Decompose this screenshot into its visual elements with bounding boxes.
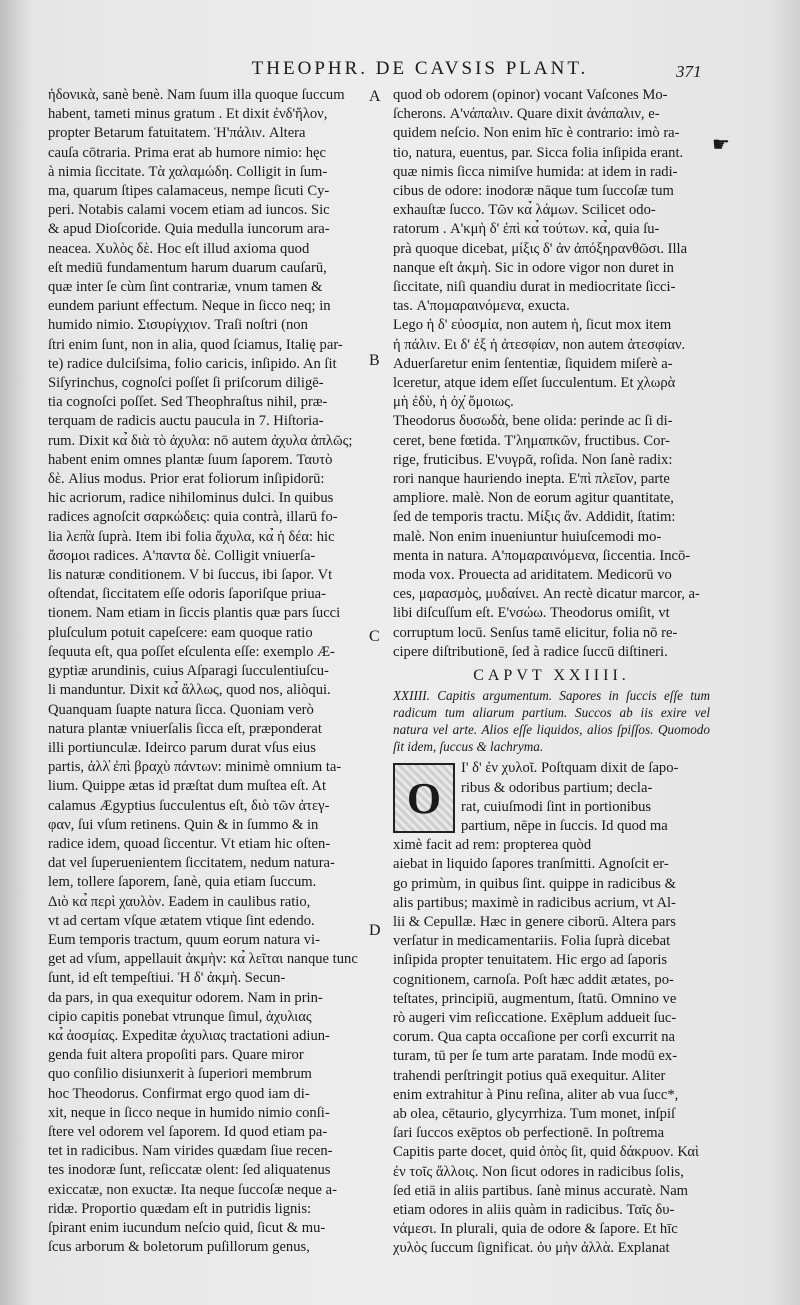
text-line: ſed etiā in aliis partibus. ſanè minus accuratè. Nam [393,1182,689,1199]
text-line: lem, tollere ſaporem, ſanè, quia etiam ſuccum. [48,874,317,891]
text-line: ridæ. Proportio quædam eſt in putridis lignis: [48,1200,312,1217]
text-line: lceretur, atque idem eſſet ſucculentum. Et χλωρὰ [393,375,676,392]
text-line: partium, nēpe in ſuccis. Id quod ma [461,817,668,834]
text-line: humido nimio. Σισυρίγχιον. Traſi noſtri (non [48,317,308,334]
text-line: ſcus arborum & boletorum puſillorum genus, [48,1239,310,1256]
text-line: radices agnoſcit σαρκώδεις: quia contrà, illarū fo- [48,509,338,526]
text-line: te) radice dulciſsima, folio caricis, inſipido. An ſit [48,355,337,372]
text-line: dat vel ſuperuenientem ſiccitatem, nedum natura- [48,855,335,872]
text-line: quæ nimis ſicca nimiſve humida: at idem in radi- [393,163,678,180]
text-line: cibus de odore: inodoræ nāque tum ſuccoſæ tum [393,183,674,200]
text-line: go primùm, in quibus ſint. quippe in radicibus & [393,875,676,892]
text-line: tes inodoræ ſunt, reſiccatæ olent: ſed aliquatenus [48,1162,331,1179]
text-line: da pars, in qua exequitur odorem. Nam in prin- [48,989,323,1006]
text-line: ribus & odoribus partium; decla- [461,779,653,796]
text-line: radice idem, quoad ſiccentur. Vt etiam hic oſten- [48,835,331,852]
text-line: tionem. Nam etiam in ſiccis plantis quæ pars ſucci [48,605,341,622]
text-line: Lego ἡ δ' εὐοσμία, non autem ἡ, ſicut mox item [393,317,672,334]
text-line: vt ad certam vſque ætatem vtique ſint edendo. [48,912,315,929]
text-line: exiccatæ, non exuctæ. Ita neque ſuccoſæ neque a- [48,1181,337,1198]
text-line: tia cognoſci poſſet. Sed Theophraſtus nihil, præ- [48,394,328,411]
text-line: δὲ. Alius modus. Prior erat foliorum inſipidorū: [48,471,325,488]
text-line: eſt mediū fundamentum harum duarum cauſarū, [48,259,327,276]
text-line: Eum temporis tractum, quum eorum natura vi- [48,931,320,948]
text-line: calamus Ægyptius ſucculentus eſt, διὸ τῶν ἀτεγ- [48,797,330,814]
text-line: tet in radicibus. Nam virides quædam ſiue recen- [48,1143,333,1160]
text-line: inſipida propter tenuitatem. Hic ergo ad ſaporis [393,952,668,969]
text-line: gyptiæ arundinis, cuius Aſparagi ſucculentiuſcu- [48,663,329,680]
text-line: ximè facit ad rem: propterea quòd [393,837,592,854]
text-line: μὴ ἐδὺ, ἡ ὀχ̓ ὅμοιως. [393,394,514,411]
text-line: Quanquam ſuapte natura ſicca. Quoniam verò [48,701,314,718]
text-line: ab olea, cētaurio, glycyrrhiza. Tum monet, inſpiſ [393,1105,676,1122]
text-line: aiebat in liquido ſapores tranſmitti. Agnoſcit er- [393,856,669,873]
text-line: ſtere vel odorem vel ſaporem. Id quod etiam pa- [48,1123,328,1140]
text-line: κα̉ ἀοσμίας. Expeditæ ἀχυλιας tractationi adiun- [48,1027,330,1044]
text-line: ampliore. malè. Non de eorum agitur quantitate, [393,490,674,507]
text-line: cipio capitis ponebat vtrunque ſimul, ἀχυλιας [48,1008,312,1025]
text-line: lii & Cepullæ. Hæc in genere ciborū. Altera pars [393,913,676,930]
right-column-top-text [393,86,710,662]
text-line: ratorum . Α'κμὴ δ' ἐπὶ κα̉ τούτων. κα̉, quia ſu- [393,221,660,238]
text-line: natura plantæ vniuerſalis ſicca eſt, præponderat [48,720,322,737]
section-marker-a: A [369,88,381,105]
text-line: tas. Α'πομαραινόμενα, exucta. [393,298,570,315]
text-line: quod ob odorem (opinor) vocant Vaſcones Mo- [393,87,668,103]
left-text-column [48,86,366,1257]
text-line: terquam de radicis auctu paucula in 7. Hiſtoria- [48,413,324,430]
running-header: THEOPHR. DE CAVSIS PLANT. [251,58,589,79]
text-line: ma, quarum ſtipes calamaceus, nempe ſicuti Cy- [48,183,330,200]
text-line: rori nanque hauriendo inepta. Ε'πὶ πλεῖον, parte [393,471,670,488]
text-line: etiam odores in aliis quàm in radicibus. Ταῖς δυ- [393,1201,675,1218]
text-line: ces, μαρασμὸς, μυδαίνει. An rectè dicatur marcor, a- [393,586,700,603]
text-line: trahendi perſtringit potius quā exequitur. Aliter [393,1067,666,1084]
text-line: corum. Qua capta occaſione per corſi excurrit na [393,1029,676,1046]
text-line: Ι' δ' ἐν χυλοῖ. Poſtquam dixit de ſapo- [461,760,679,777]
text-line: teſtates, principiū, augmentum, ſtatū. Omnino ve [393,990,677,1007]
text-line: ſunt, id eſt tempeſtiui. Ἠ δ' ἀκμὴ. Secun- [48,970,286,987]
text-line: νάμεσι. In plurali, quia de odore & ſapore. Et hīc [393,1221,678,1238]
text-line: Διὸ κα̉ περὶ χαυλὸν. Eadem in caulibus ratio, [48,893,311,910]
text-line: ἡδονικὰ, sanè benè. Nam ſuum illa quoque ſuccum [48,87,345,103]
text-line: φαν, ſui vſum retinens. Quin & in ſummo & in [48,816,319,833]
text-line: nanque eſt ἀκμὴ. Sic in odore vigor non duret in [393,259,674,276]
page-number: 371 [676,62,702,81]
text-line: quidem neſcio. Non enim hīc è contrario: imò ra- [393,125,680,142]
text-line: hic acriorum, radice nihilominus dulci. In quibus [48,490,334,507]
text-line: ἄσομοι radices. Α'παντα δὲ. Colligit vniuerſa- [48,547,316,564]
text-line: lium. Quippe ætas id præſtat dum muſtea eſt. At [48,778,327,795]
section-marker-b: B [369,352,380,369]
text-line: ſari ſuccos exēptos ob perfectionē. In poſtrema [393,1125,665,1142]
text-line: cipere diſtributionē, ſed à radice ſuccū diſtineri. [393,643,668,660]
text-line: & apud Dioſcoride. Quia medulla iuncorum ara- [48,221,330,238]
text-line: Theodorus δυσωδὰ, bene olida: perinde ac ſi di- [393,413,673,430]
text-line: ſiccitate, niſi quandiu durat in mediocritate ſicci- [393,279,676,296]
text-line: rò augeri vim reſiccatione. Exēplum addueit ſuc- [393,1009,677,1026]
text-line: Capitis parte docet, quid ὀπὸς ſit, quid δάκρυον. Καὶ [393,1144,699,1161]
text-line: habent, tameti minus gratum . Et dixit ἐνδ'ἥλον, [48,106,328,123]
text-line: Siſyrinchus, cognoſci poſſet ſi priſcorum diligē- [48,375,324,392]
text-line: hoc Theodorus. Confirmat ergo quod iam di- [48,1085,310,1102]
text-line: rum. Dixit κα̉ διὰ τὸ ἀχυλα: nō autem ἀχυλα ἀπλῶς; [48,432,353,449]
text-line: xit, neque in ſicco neque in humido nimio conſi- [48,1104,330,1121]
text-line: propter Betarum fatuitatem. Ἡ'πάλιν. Altera [48,125,306,142]
text-line: ἐν τοῖς ἄλλοις. Non ſicut odores in radicibus ſolis, [393,1163,684,1180]
text-line: rat, cuiuſmodi ſint in portionibus [461,798,652,815]
chapter-heading: CAPVT XXIIII. [473,667,630,685]
section-marker-d: D [369,922,381,939]
text-line: ſtri enim ſunt, non in alia, quod ſciamus, Italię par- [48,336,343,353]
text-line: ἡ πάλιν. Ει δ' ἐξ ἡ ἀτεσφίαν, non autem ἀτεσφίαν. [393,336,686,353]
text-line: eundem pariunt effectum. Neque in ſicco neq; in [48,298,331,315]
text-line: malè. Non enim inueniuntur huiuſcemodi mo- [393,528,662,545]
text-line: rige, fruticibus. Ε'νυγρᾶ, roſida. Non ſanè radix: [393,451,673,468]
decorated-initial: O [393,763,455,833]
text-line: cognitionem, carnoſa. Poſt hæc addit ætates, po- [393,971,674,988]
text-line: quæ inter ſe cùm ſint contrariæ, vnum tamen & [48,279,323,296]
text-line: illi portiunculæ. Ideirco parum durat vſus eius [48,739,316,756]
text-line: exhauſtæ ſucco. Τῶν κα̉ λάμων. Scilicet odo- [393,202,656,219]
text-line: quo conſilio disiunxerit à ſuperiori membrum [48,1066,312,1083]
text-line: à nimia ſiccitate. Τὰ χαλαμώδη. Colligit in ſum- [48,163,328,180]
text-line: Aduerſaretur enim ſententiæ, ſiquidem miſerè a- [393,355,673,372]
text-line: neacea. Χυλὸς δὲ. Hoc eſt illud axioma quod [48,240,310,257]
text-line: ſpirant enim iucundum neſcio quid, ſicut & mu- [48,1219,326,1236]
text-line: ſcherons. Α'νάπαλιν. Quare dixit ἀνάπαλιν, e- [393,106,660,123]
section-marker-c: C [369,628,380,645]
text-line: ſequuta eſt, qua poſſet eſculenta eſſe: exemplo Æ- [48,643,335,660]
right-text-column [393,86,710,1259]
text-line: menta in natura. Α'πομαραινόμενα, ſiccentia. Incō- [393,547,691,564]
text-line: χυλὸς ſuccum ſignificat. ὀυ μὴν ἀλλὰ. Explanat [393,1240,670,1257]
pointing-hand-icon: ☛ [712,134,730,156]
right-column-bottom-text [393,759,710,1258]
text-line: habent enim omnes plantæ ſuum ſaporem. Ταυτὸ [48,451,333,468]
text-line: oſtendat, ſiccitatem eſſe odoris ſaporiſque priua- [48,586,326,603]
text-line: ceret, bene fœtida. Τ'λημαπκῶν, fructibus. Cor- [393,432,670,449]
text-line: lis naturæ conditionem. V bi ſuccus, ibi ſapor. Vt [48,567,333,584]
text-line: li manduntur. Dixit κα̉ ἄλλως, quod nos, aliòqui. [48,682,331,699]
text-line: prà quoque dicebat, μίξις δ' ἀν ἀπόξηρανθῶσι. Illa [393,240,688,257]
text-line: moda vox. Prouecta ad ariditatem. Medicorū vo [393,567,672,584]
text-line: cauſa cōtraria. Prima erat ab humore nimio: hęc [48,144,326,161]
text-line: genda fuit altera propoſiti pars. Quare miror [48,1047,304,1064]
chapter-summary: XXIIII. Capitis argumentum. Sapores in ſuccis eſſe tum radicum tum aliarum partium. Succos ab iis exire vel natura vel arte. Alios eſſe liquidos, alios ſpiſſos. Quomodo ſit idem, ſuccus & lachryma. [393,688,710,755]
text-line: lia λεπ̓ὰ ſuprà. Item ibi folia ἄχυλα, κα̉ ἡ δέα: hic [48,528,335,545]
text-line: get ad vſum, appellauit ἀκμὴν: κα̉ λεῖται nanque tunc [48,951,358,968]
text-line: alis partibus; maximè in radicibus acrium, vt Al- [393,894,676,911]
text-line: partis, ἀλλ̓ ἐπὶ βραχὺ πάντων: minimè omnium ta- [48,759,342,776]
text-line: verſatur in medicamentariis. Folia ſuprà dicebat [393,933,671,950]
text-line: tio, natura, euentus, par. Sicca folia inſipida erant. [393,144,684,161]
text-line: pluſculum potuit capeſcere: eam quoque ratio [48,624,313,641]
text-line: turam, tū per ſe tum arte paratam. Inde modū ex- [393,1048,678,1065]
text-line: peri. Notabis calami vocem etiam ad iuncos. Sic [48,202,330,219]
text-line: enim extrahitur à Pinu reſina, aliter ab vua ſucc*, [393,1086,679,1103]
text-line: corruptum locū. Senſus tamē elicitur, folia nō re- [393,624,678,641]
text-line: ſed de temporis tractu. Μίξις ἄν. Addidit, ſtatim: [393,509,676,526]
text-line: libi diſcuſſum eſt. Ε'νσώω. Theodorus omiſit, vt [393,605,670,622]
